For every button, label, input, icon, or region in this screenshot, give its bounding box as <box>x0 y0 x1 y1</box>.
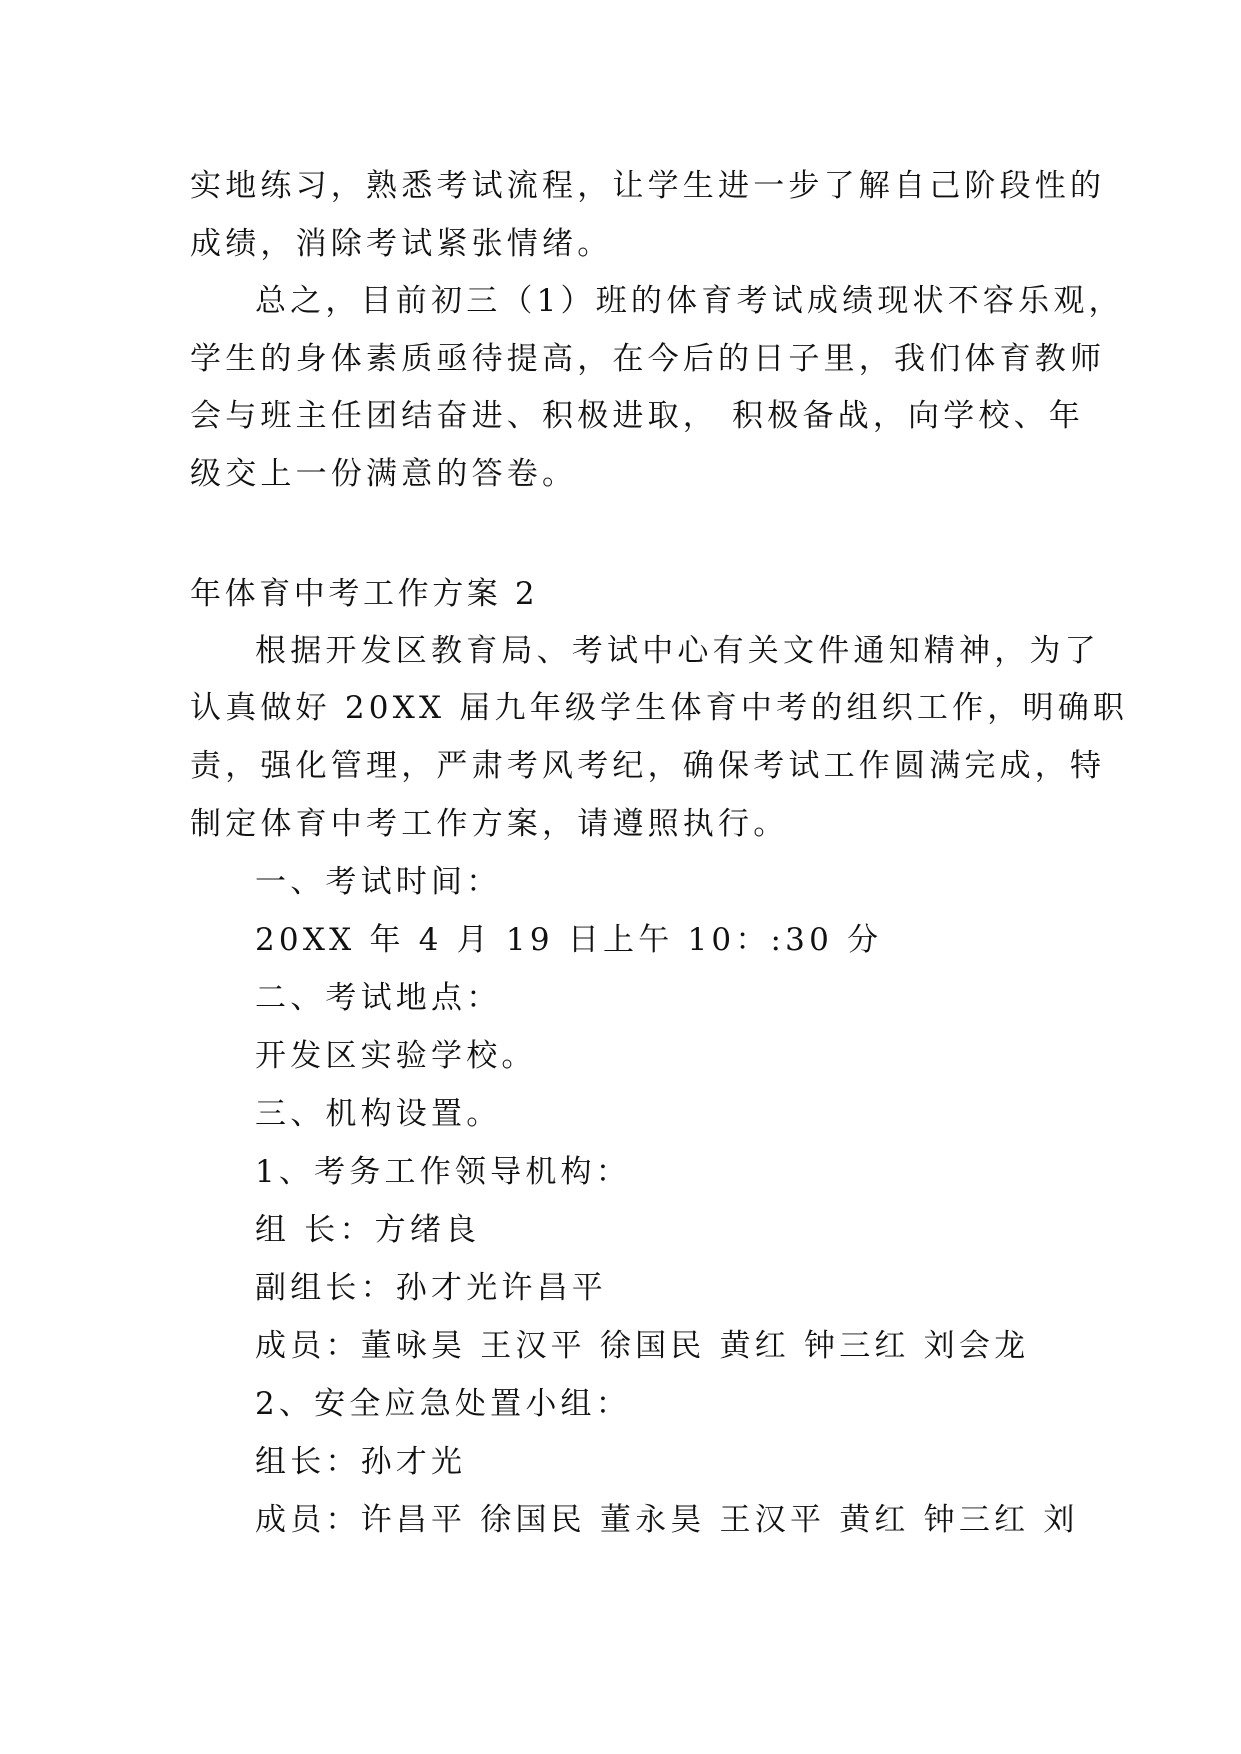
item-line: 20XX 年 4 月 19 日上午 10：:30 分 <box>255 922 883 958</box>
item-line: 组 长：方绪良 <box>255 1212 481 1248</box>
paragraph-line: 级交上一份满意的答卷。 <box>190 456 578 492</box>
item-line: 成员：许昌平 徐国民 董永昊 王汉平 黄红 钟三红 刘 <box>255 1502 1079 1538</box>
paragraph-line: 责，强化管理，严肃考风考纪，确保考试工作圆满完成，特 <box>190 748 1106 784</box>
paragraph-line: 制定体育中考工作方案，请遵照执行。 <box>190 806 789 842</box>
paragraph-line: 认真做好 20XX 届九年级学生体育中考的组织工作，明确职 <box>190 690 1129 726</box>
item-line: 成员：董咏昊 王汉平 徐国民 黄红 钟三红 刘会龙 <box>255 1328 1030 1364</box>
paragraph-line: 会与班主任团结奋进、积极进取， 积极备战，向学校、年 <box>190 398 1085 434</box>
item-heading: 三、机构设置。 <box>255 1096 502 1132</box>
item-heading: 一、考试时间： <box>255 864 502 900</box>
item-heading: 二、考试地点： <box>255 980 502 1016</box>
item-line: 1、考务工作领导机构： <box>255 1154 631 1190</box>
paragraph-line: 根据开发区教育局、考试中心有关文件通知精神，为了 <box>255 633 1100 669</box>
item-line: 组长：孙才光 <box>255 1444 467 1480</box>
paragraph-line: 实地练习，熟悉考试流程，让学生进一步了解自己阶段性的 <box>190 168 1106 204</box>
paragraph-line: 成绩，消除考试紧张情绪。 <box>190 226 613 262</box>
item-line: 开发区实验学校。 <box>255 1038 537 1074</box>
item-line: 副组长：孙才光许昌平 <box>255 1270 607 1306</box>
paragraph-line: 学生的身体素质亟待提高，在今后的日子里，我们体育教师 <box>190 341 1106 377</box>
section-heading: 年体育中考工作方案 2 <box>190 576 539 612</box>
paragraph-line: 总之，目前初三（1）班的体育考试成绩现状不容乐观， <box>255 283 1124 319</box>
item-line: 2、安全应急处置小组： <box>255 1386 631 1422</box>
